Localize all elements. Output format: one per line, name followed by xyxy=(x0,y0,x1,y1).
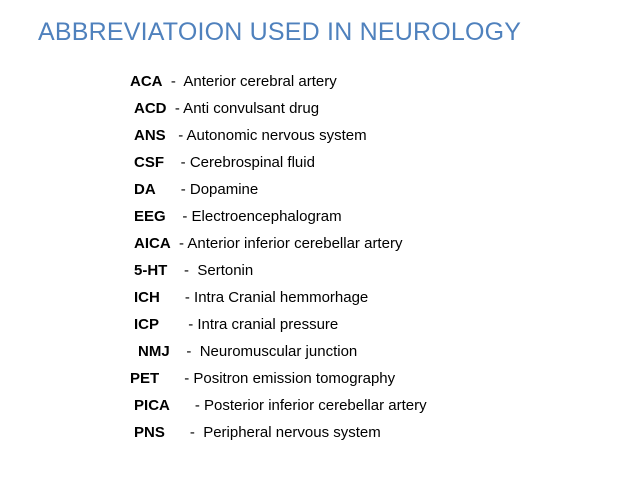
abbreviation-code: NMJ xyxy=(138,343,170,360)
abbreviation-code: ICP xyxy=(134,316,160,333)
abbreviation-definition: - Autonomic nervous system xyxy=(165,127,367,144)
abbreviation-code: ICH xyxy=(134,289,160,306)
abbreviation-code: AICA xyxy=(134,235,171,252)
abbreviation-code: 5-HT xyxy=(134,262,168,279)
abbreviation-code: PET xyxy=(130,370,160,387)
abbreviation-row xyxy=(109,406,381,460)
abbreviation-definition: - Anterior inferior cerebellar artery xyxy=(170,235,403,252)
abbreviation-definition: - Intra Cranial hemmorhage xyxy=(159,289,369,306)
abbreviation-definition: - Cerebrospinal fluid xyxy=(164,154,315,171)
abbreviation-code: DA xyxy=(134,181,156,198)
abbreviation-code: PICA xyxy=(134,397,170,414)
slide-title: ABBREVIATOION USED IN NEUROLOGY xyxy=(38,18,522,46)
abbreviation-code: EEG xyxy=(134,208,166,225)
abbreviation-definition: - Sertonin xyxy=(167,262,254,279)
abbreviation-definition: - Anterior cerebral artery xyxy=(162,73,337,90)
abbreviation-code: ANS xyxy=(134,127,166,144)
abbreviation-definition: - Dopamine xyxy=(155,181,259,198)
abbreviation-code: CSF xyxy=(134,154,165,171)
abbreviation-definition: - Electroencephalogram xyxy=(165,208,342,225)
abbreviation-definition: - Peripheral nervous system xyxy=(164,424,381,441)
abbreviation-code: ACA xyxy=(130,73,163,90)
abbreviation-definition: - Posterior inferior cerebellar artery xyxy=(169,397,427,414)
abbreviation-code: ACD xyxy=(134,100,167,117)
abbreviation-definition: - Positron emission tomography xyxy=(159,370,396,387)
abbreviation-definition: - Intra cranial pressure xyxy=(159,316,339,333)
abbreviation-code: PNS xyxy=(134,424,165,441)
abbreviation-definition: - Neuromuscular junction xyxy=(169,343,358,360)
abbreviation-definition: - Anti convulsant drug xyxy=(166,100,320,117)
